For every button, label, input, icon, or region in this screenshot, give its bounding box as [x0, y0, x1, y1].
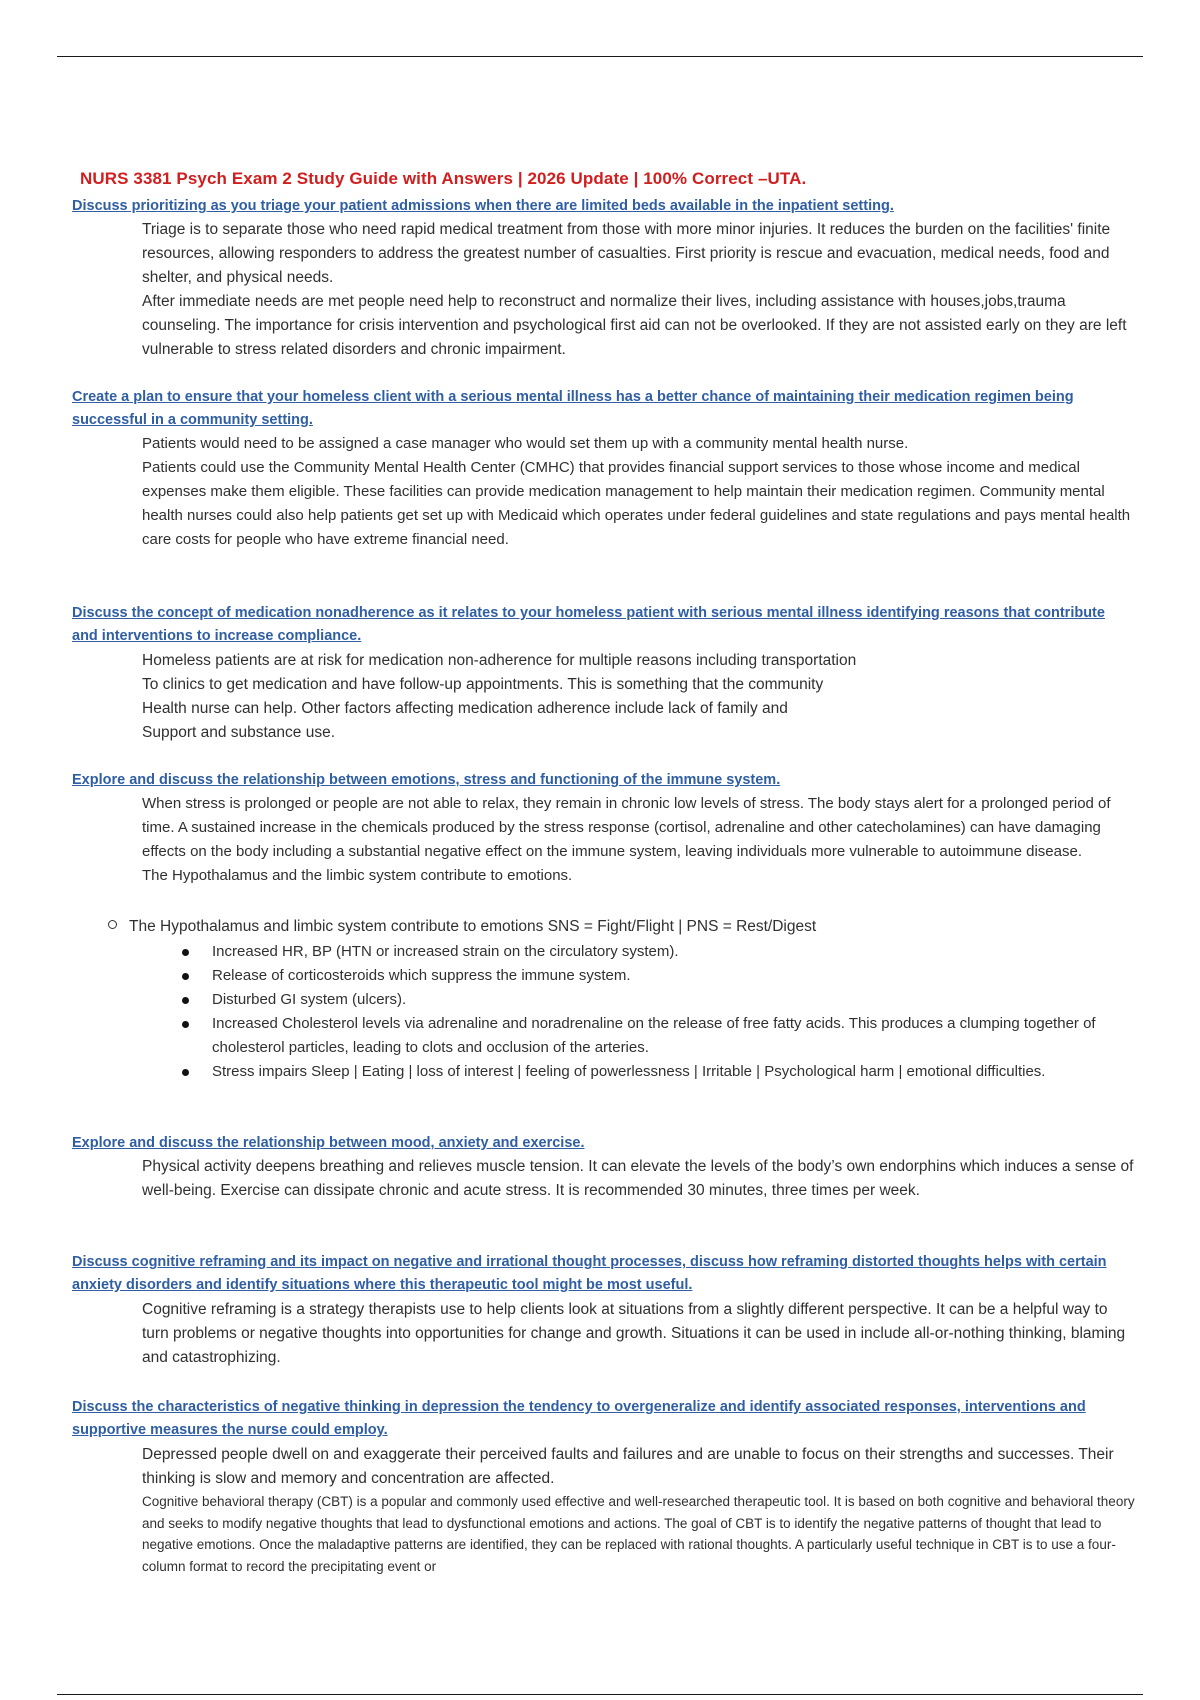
answer-paragraph: Cognitive reframing is a strategy therapists use to help clients look at situations from a slightly different perspective. It can be a helpful way to turn problems or negative thoughts into opportunities for change and growth. Situations it can be used in include all-or-nothing thinking, blaming and catastrophizing. — [142, 1301, 1126, 1366]
bullet-icon — [182, 997, 189, 1004]
answer-block — [142, 1298, 1137, 1370]
answer-paragraph: Physical activity deepens breathing and relieves muscle tension. It can elevate the levels of the body’s own endorphins which induces a sense of well-being. Exercise can dissipate chronic and acute stress. It is recommended 30 minutes, three times per week. — [142, 1158, 1134, 1199]
bullet-list — [180, 940, 1110, 1084]
hollow-circle-icon — [108, 920, 117, 929]
footer-rule — [57, 1694, 1143, 1695]
bullet-item: Disturbed GI system (ulcers). — [180, 988, 1110, 1012]
answer-paragraph: Triage is to separate those who need rapid medical treatment from those with more minor injuries. It reduces the burden on the facilities' finite resources, allowing responders to address the greatest number of casualties. First priority is rescue and evacuation, medical needs, food and shelter, and physical needs. — [142, 221, 1111, 286]
question-heading: Create a plan to ensure that your homeless client with a serious mental illness has a better chance of maintaining their medication regimen being successful in a community setting. — [72, 389, 1074, 428]
answer-block — [142, 218, 1137, 362]
question-heading: Discuss the concept of medication nonadherence as it relates to your homeless patient with serious mental illness identifying reasons that contribute and interventions to increase compliance. — [72, 605, 1105, 644]
question-heading: Explore and discuss the relationship between emotions, stress and functioning of the immune system. — [72, 772, 781, 788]
answer-line: Support and substance use. — [142, 724, 336, 741]
answer-block — [142, 1443, 1137, 1577]
sub-list-item — [108, 915, 1138, 939]
answer-block — [142, 649, 1042, 745]
bullet-icon — [182, 1021, 189, 1028]
answer-block — [142, 432, 1137, 552]
answer-line: Health nurse can help. Other factors affecting medication adherence include lack of family and — [142, 700, 788, 717]
answer-paragraph: The Hypothalamus and the limbic system contribute to emotions. — [142, 867, 573, 884]
bullet-icon — [182, 973, 189, 980]
answer-paragraph: After immediate needs are met people need help to reconstruct and normalize their lives, including assistance with houses,jobs,trauma counseling. The importance for crisis intervention and psychological first aid can not be overlooked. If they are not assisted early on they are left vulnerable to stress related disorders and chronic impairment. — [142, 293, 1127, 358]
question-heading: Discuss cognitive reframing and its impact on negative and irrational thought processes, discuss how reframing distorted thoughts helps with certain anxiety disorders and identify situations where this therapeutic tool might be most useful. — [72, 1254, 1107, 1293]
bullet-item: Stress impairs Sleep | Eating | loss of interest | feeling of powerlessness | Irritable | Psychological harm | emotional difficulties. — [180, 1060, 1110, 1084]
answer-paragraph: Depressed people dwell on and exaggerate their perceived faults and failures and are unable to focus on their strengths and successes. Their thinking is slow and memory and concentration are affected. — [142, 1446, 1114, 1487]
sub-list-text: The Hypothalamus and limbic system contribute to emotions SNS = Fight/Flight | PNS = Rest/Digest — [129, 918, 817, 935]
answer-paragraph: Cognitive behavioral therapy (CBT) is a popular and commonly used effective and well-researched therapeutic tool. It is based on both cognitive and behavioral theory and seeks to modify negative thoughts that lead to dysfunctional emotions and actions. The goal of CBT is to identify the negative patterns of thought that lead to negative emotions. Once the maladaptive patterns are identified, they can be replaced with rational thoughts. A particularly useful technique in CBT is to use a four-column format to record the precipitating event or — [142, 1494, 1135, 1574]
bullet-icon — [182, 949, 189, 956]
answer-block — [142, 1155, 1137, 1203]
bullet-icon — [182, 1069, 189, 1076]
answer-paragraph: When stress is prolonged or people are not able to relax, they remain in chronic low levels of stress. The body stays alert for a prolonged period of time. A sustained increase in the chemicals produced by the stress response (cortisol, adrenaline and other catecholamines) can have damaging effects on the body including a substantial negative effect on the immune system, leaving individuals more vulnerable to autoimmune disease. — [142, 795, 1111, 860]
answer-line: Homeless patients are at risk for medication non-adherence for multiple reasons including transportation — [142, 652, 857, 669]
header-rule — [57, 56, 1143, 57]
answer-block — [142, 792, 1137, 888]
answer-paragraph: Patients would need to be assigned a case manager who would set them up with a community mental health nurse. — [142, 435, 909, 452]
answer-paragraph: Patients could use the Community Mental Health Center (CMHC) that provides financial support services to those whose income and medical expenses make them eligible. These facilities can provide medication management to help maintain their medication regimen. Community mental health nurses could also help patients get set up with Medicaid which operates under federal guidelines and state regulations and pays mental health care costs for people who have extreme financial need. — [142, 459, 1131, 548]
bullet-item: Increased Cholesterol levels via adrenaline and noradrenaline on the release of free fatty acids. This produces a clumping together of cholesterol particles, leading to clots and occlusion of the arteries. — [180, 1012, 1110, 1060]
question-heading: Discuss prioritizing as you triage your patient admissions when there are limited beds available in the inpatient setting. — [72, 198, 894, 214]
answer-line: To clinics to get medication and have follow-up appointments. This is something that the community — [142, 676, 824, 693]
bullet-item: Increased HR, BP (HTN or increased strain on the circulatory system). — [180, 940, 1110, 964]
bullet-item: Release of corticosteroids which suppress the immune system. — [180, 964, 1110, 988]
document-title: NURS 3381 Psych Exam 2 Study Guide with Answers | 2026 Update | 100% Correct –UTA. — [80, 169, 807, 188]
question-heading: Explore and discuss the relationship between mood, anxiety and exercise. — [72, 1135, 585, 1151]
question-heading: Discuss the characteristics of negative thinking in depression the tendency to overgeneralize and identify associated responses, interventions and supportive measures the nurse could employ. — [72, 1399, 1086, 1438]
